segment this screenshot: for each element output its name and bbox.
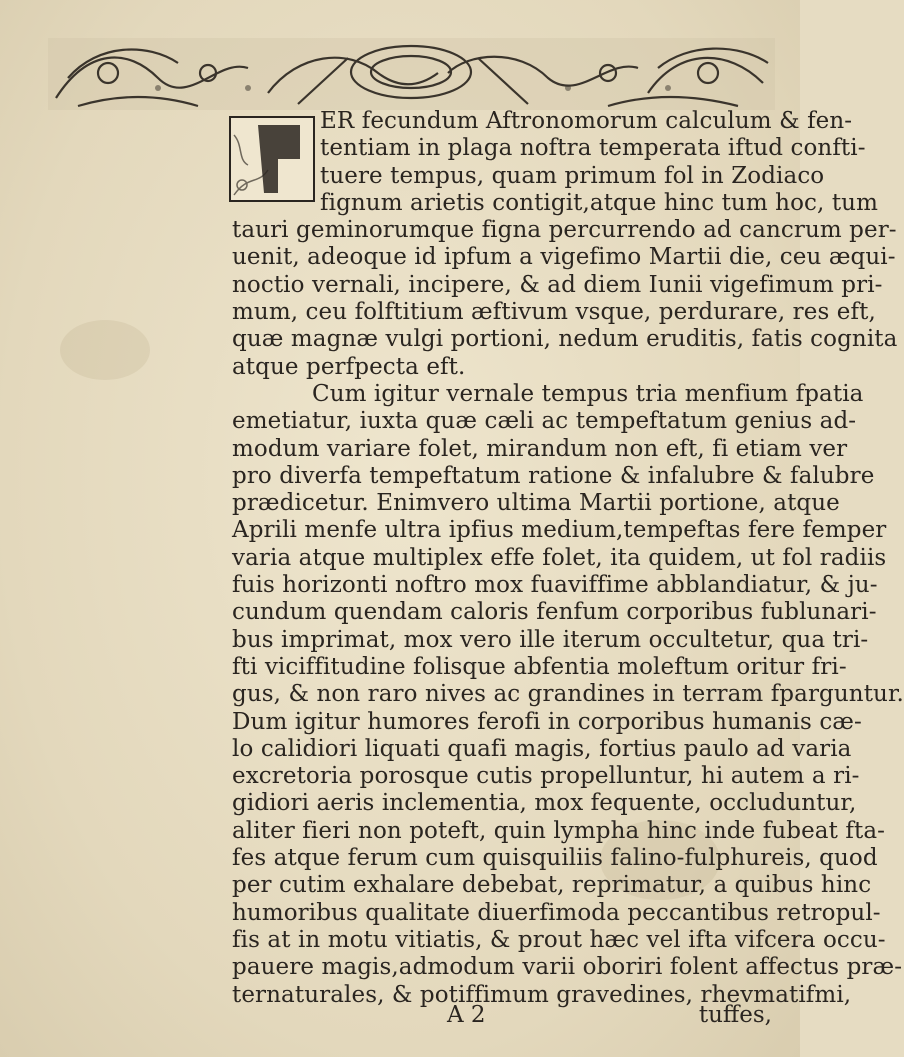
text-line: fti viciffitudine folisque abfentia moleftum oritur fri- bbox=[232, 653, 847, 680]
text-line: lo calidiori liquati quafi magis, fortius paulo ad varia bbox=[232, 735, 852, 762]
text-line: gus, & non raro nives ac grandines in terram fparguntur. bbox=[232, 681, 904, 708]
text-line: humoribus qualitate diuerfimoda peccantibus retropul- bbox=[232, 899, 881, 926]
catchword: tuffes, bbox=[698, 1002, 772, 1028]
body-text bbox=[232, 108, 904, 1009]
headpiece-ornament bbox=[48, 38, 775, 110]
signature-mark: A 2 bbox=[447, 1002, 486, 1028]
text-line: fuis horizonti noftro mox fuaviffime abblandiatur, & ju- bbox=[232, 572, 878, 599]
paper-stain bbox=[60, 320, 150, 380]
text-line: emetiatur, iuxta quæ cæli ac tempeftatum genius ad- bbox=[232, 408, 857, 435]
text-line: tentiam in plaga noftra temperata iftud confti- bbox=[320, 135, 866, 162]
text-line: prædicetur. Enimvero ultima Martii portione, atque bbox=[232, 490, 840, 517]
text-line: uenit, adeoque id ipfum a vigefimo Martii die, ceu æqui- bbox=[232, 244, 896, 271]
text-line: ternaturales, & potiffimum gravedines, rhevmatifmi, bbox=[232, 981, 852, 1008]
text-line: mum, ceu folftitium æftivum vsque, perdurare, res eft, bbox=[232, 299, 876, 326]
paragraph-1 bbox=[232, 108, 898, 381]
text-line: bus imprimat, mox vero ille iterum occultetur, qua tri- bbox=[232, 626, 869, 653]
page-footer bbox=[232, 1002, 772, 1032]
text-line: fignum arietis contigit,atque hinc tum hoc, tum bbox=[320, 189, 878, 216]
text-line: fis at in motu vitiatis, & prout hæc vel ifta vifcera occu- bbox=[232, 926, 886, 953]
text-line: tauri geminorumque figna percurrendo ad cancrum per- bbox=[232, 217, 897, 244]
text-line: modum variare folet, mirandum non eft, fi etiam ver bbox=[232, 435, 848, 462]
text-line: fes atque ferum cum quisquiliis falino-fulphureis, quod bbox=[232, 845, 878, 872]
text-line: gidiori aeris inclementia, mox fequente, occluduntur, bbox=[232, 790, 857, 817]
text-line: ER fecundum Aftronomorum calculum & fen- bbox=[320, 108, 853, 134]
text-line: atque perfpecta eft. bbox=[232, 353, 466, 380]
text-line: quæ magnæ vulgi portioni, nedum eruditis, fatis cognita bbox=[232, 326, 898, 353]
text-line: Aprili menfe ultra ipfius medium,tempeftas fere femper bbox=[232, 517, 887, 544]
text-line: aliter fieri non poteft, quin lympha hinc inde fubeat fta- bbox=[232, 817, 886, 844]
text-line: cundum quendam caloris fenfum corporibus fublunari- bbox=[232, 599, 877, 626]
text-line: pro diverfa tempeftatum ratione & infalubre & falubre bbox=[232, 462, 875, 489]
text-line: Cum igitur vernale tempus tria menfium fpatia bbox=[312, 380, 864, 407]
text-line: pauere magis,admodum varii oboriri folent affectus præ- bbox=[232, 954, 903, 981]
text-line: per cutim exhalare debebat, reprimatur, a quibus hinc bbox=[232, 872, 872, 899]
text-line: tuere tempus, quam primum fol in Zodiaco bbox=[320, 162, 825, 189]
text-line: Dum igitur humores ferofi in corporibus humanis cæ- bbox=[232, 708, 862, 735]
paragraph-2 bbox=[232, 380, 904, 1009]
text-line: noctio vernali, incipere, & ad diem Iunii vigefimum pri- bbox=[232, 271, 883, 298]
text-line: varia atque multiplex effe folet, ita quidem, ut fol radiis bbox=[232, 544, 887, 571]
text-line: excretoria porosque cutis propelluntur, hi autem a ri- bbox=[232, 763, 860, 790]
